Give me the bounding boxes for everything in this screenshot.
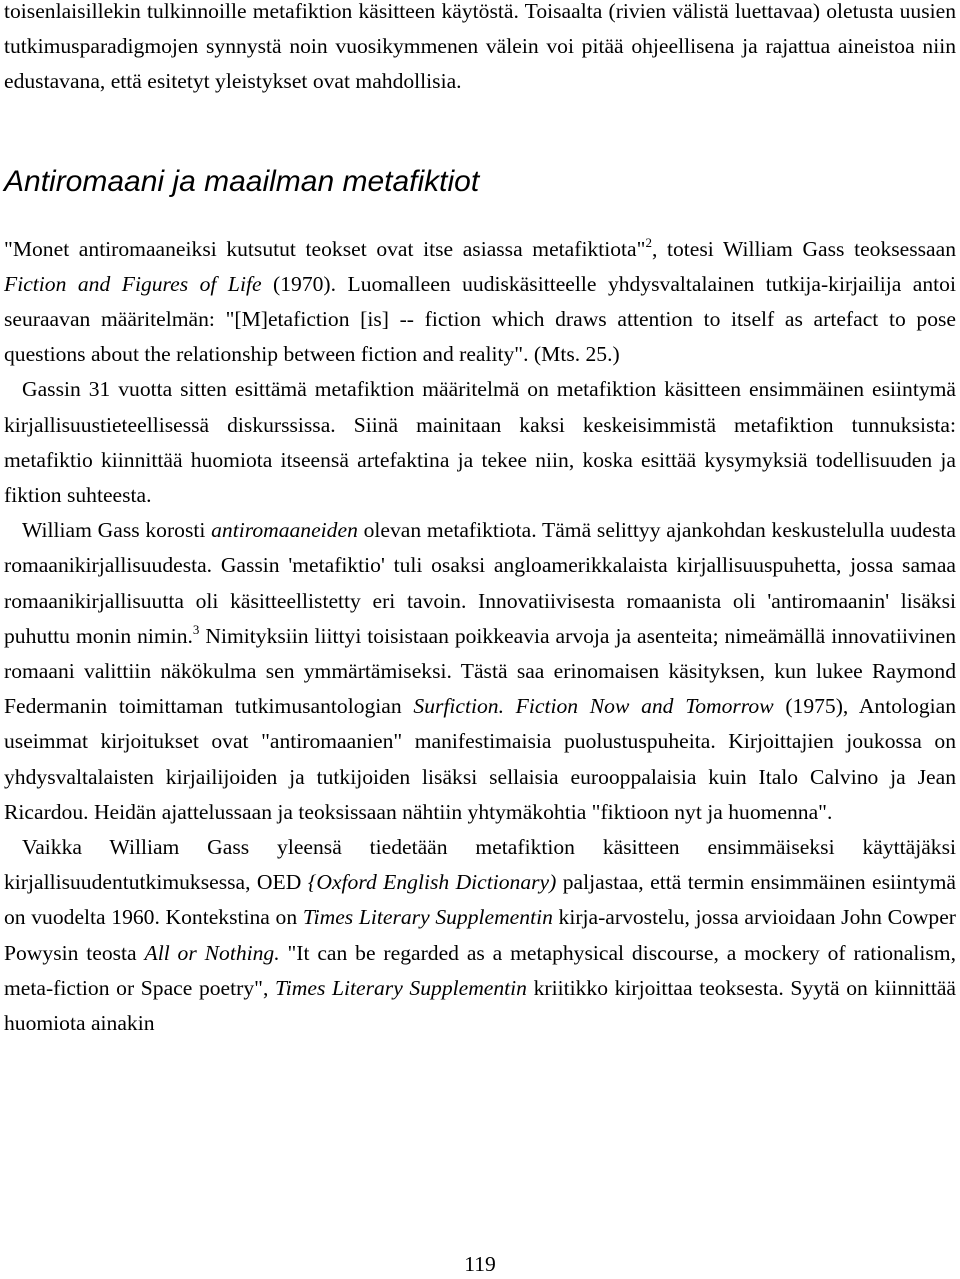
- paragraph-2: [4, 372, 956, 513]
- p1-text-a: "Monet antiromaaneiksi kutsutut teokset ovat itse asiassa metafiktiota": [4, 236, 646, 261]
- p3-text-d: (1975), Antologian useimmat kirjoitukset ovat "antiromaanien" manifestimaisia puolustuspuheita. Kirjoittajien joukossa on yhdysvaltalaisten kirjailijoiden ja tutkijoiden lisäksi sellaisia eurooppalaisia kuin Italo Calvino ja Jean Ricardou. Heidän ajattelussaan ja teoksissaan nähtiin yhtymäkohtia "fiktioon nyt ja huomenna".: [4, 694, 956, 824]
- section-heading: Antiromaani ja maailman metafiktiot: [4, 164, 480, 198]
- p4-text-b: paljastaa, että termin ensimmäinen esiintymä on vuodelta 1960. Kontekstina on: [4, 870, 957, 930]
- paragraph-4: [4, 830, 956, 1041]
- p4-text-d: "It can be regarded as a metaphysical discourse, a mockery of rationalism, meta-fiction or Space poetry",: [4, 940, 956, 1000]
- p1-text-c: (1970). Luomalleen uudiskäsitteelle yhdysvaltalainen tutkija-kirjailija antoi seuraavan määritelmän: "[M]etafiction [is] -- fiction which draws attention to itself as artefact to pose questions about the relationship between fiction and reality". (Mts. 25.): [4, 271, 956, 367]
- p3-text-b: olevan metafiktiota. Tämä selittyy ajankohdan keskustelulla uudesta romaanikirjallisuudesta. Gassin 'metafiktio' tuli osaksi angloamerikkalaista kirjallisuuspuhetta, jossa samaa romaanikirjallisuutta oli käsitteellistetty eri tavoin. Innovatiivisesta romaanista oli 'antiromaanin' lisäksi puhuttu monin nimin.: [4, 518, 956, 648]
- p1-book-title: Fiction and Figures of Life: [4, 271, 262, 296]
- page-number: 119: [464, 1252, 496, 1276]
- p4-italic-oed: {Oxford English Dictionary): [307, 870, 557, 895]
- p4-italic-tls-1: Times Literary Supplementin: [302, 905, 553, 930]
- p4-text-c: kirja-arvostelu, jossa arvioidaan John Cowper Powysin teosta: [4, 905, 956, 965]
- footnote-ref-3: 3: [192, 621, 200, 637]
- p4-text-a: Vaikka William Gass yleensä tiedetään metafiktion käsitteen ensimmäiseksi käyttäjäksi kirjallisuudentutkimuksessa, OED: [4, 835, 956, 895]
- footnote-ref-2: 2: [645, 234, 652, 250]
- p3-text-a: William Gass korosti: [22, 518, 212, 543]
- paragraph-1: [4, 232, 956, 373]
- paragraph-3: [4, 513, 956, 830]
- intro-text: toisenlaisillekin tulkinnoille metafiktion käsitteen käytöstä. Toisaalta (rivien välistä luettavaa) oletusta uusien tutkimusparadigmojen synnystä noin vuosikymmenen välein voi pitää ohjeellisena ja rajattua aineistoa niin edustavana, että esitetyt yleistykset ovat mahdollisia.: [4, 0, 956, 94]
- p3-italic-antiromaaneiden: antiromaaneiden: [211, 518, 358, 543]
- p3-text-c: Nimityksiin liittyi toisistaan poikkeavia arvoja ja asenteita; nimeämällä innovatiivinen romaani valittiin näkökulma sen ymmärtämiseksi. Tästä saa erinomaisen käsityksen, kun lukee Raymond Federmanin toimittaman tutkimusantologian: [4, 623, 956, 719]
- p1-text-b: , totesi William Gass teoksessaan: [651, 236, 957, 261]
- p4-italic-tls-2: Times Literary Supplementin: [274, 975, 527, 1000]
- p4-book-title: All or Nothing.: [144, 940, 280, 965]
- intro-paragraph: [4, 0, 956, 100]
- p2-text: Gassin 31 vuotta sitten esittämä metafiktion määritelmä on metafiktion käsitteen ensimmäinen esiintymä kirjallisuustieteellisessä diskurssissa. Siinä mainitaan kaksi keskeisimmistä metafiktion tunnuksista: metafiktio kiinnittää huomiota itseensä artefaktina ja tekee niin, koska esittää kysymyksiä todellisuuden ja fiktion suhteesta.: [4, 377, 956, 508]
- p4-text-e: kriitikko kirjoittaa teoksesta. Syytä on kiinnittää huomiota ainakin: [4, 975, 956, 1036]
- p3-book-title: Surfiction. Fiction Now and Tomorrow: [413, 694, 774, 719]
